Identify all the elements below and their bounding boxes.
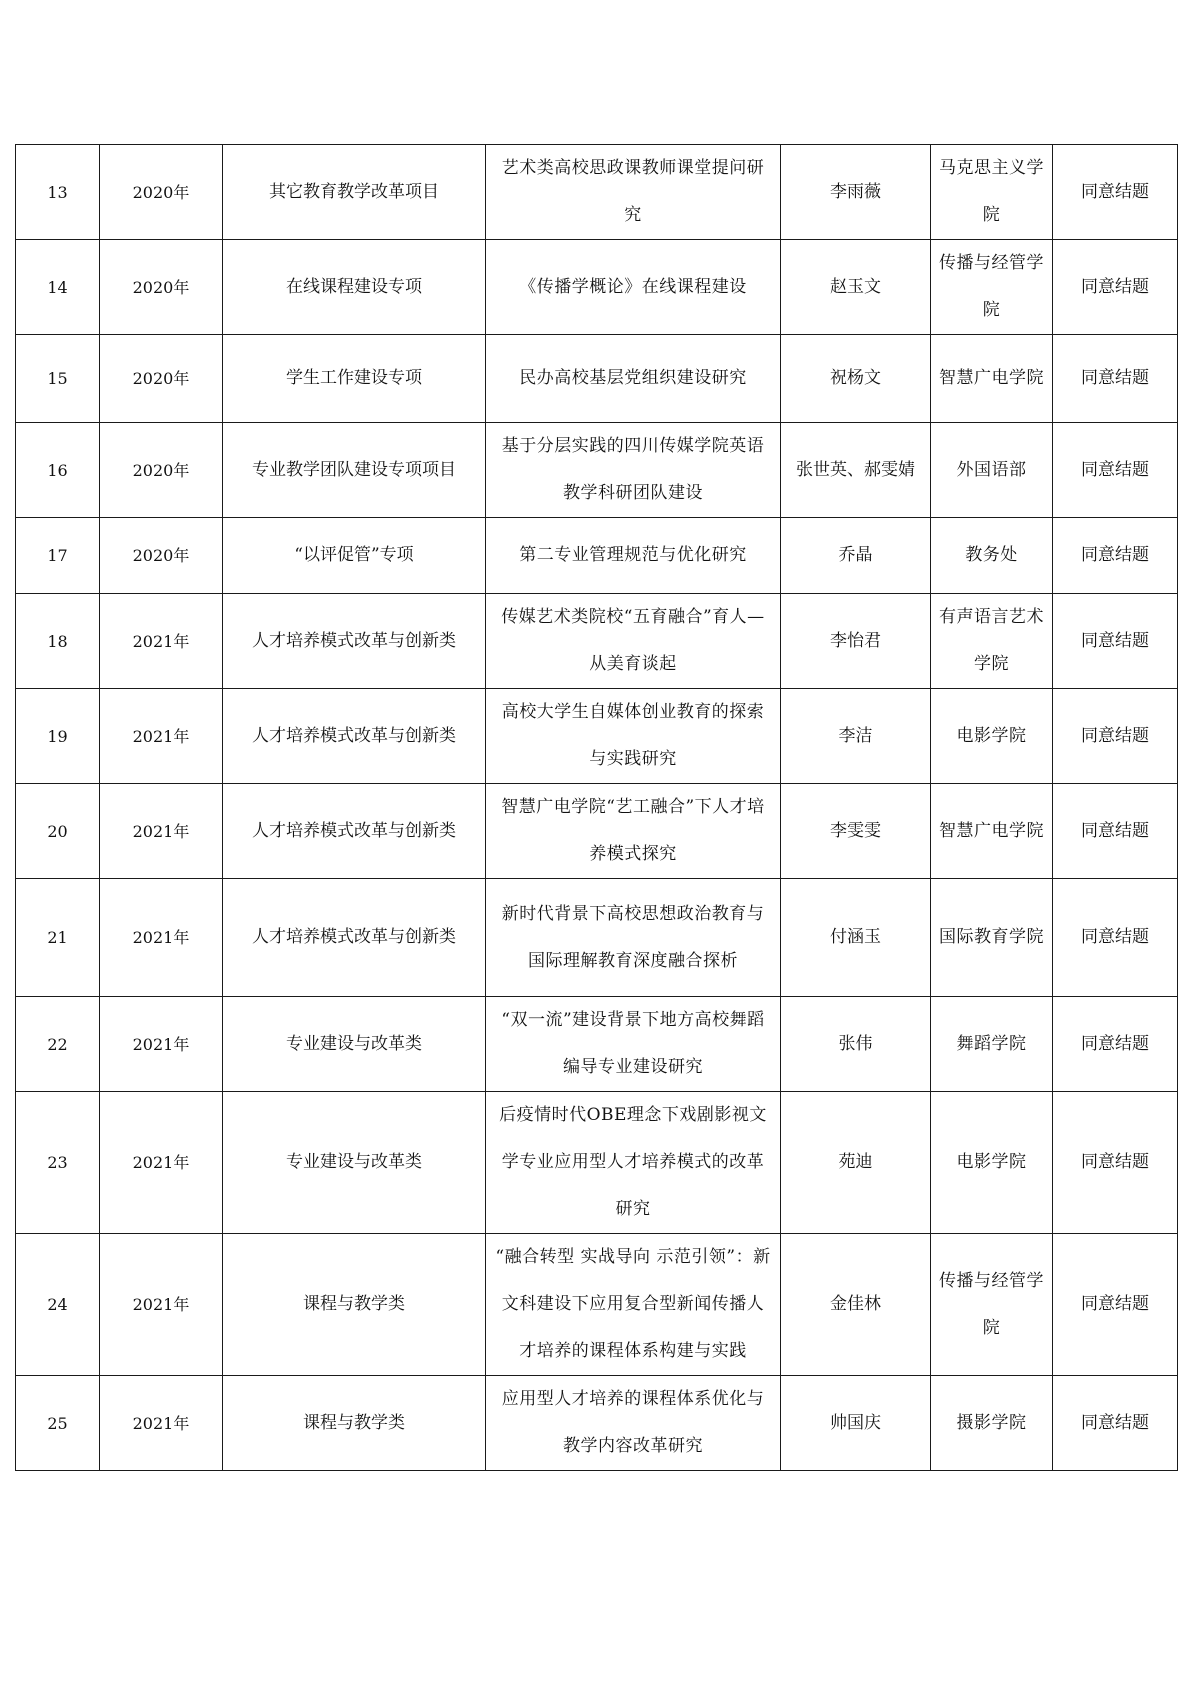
project-year: 2021年	[100, 689, 223, 784]
project-category: 人才培养模式改革与创新类	[223, 594, 486, 689]
project-title: 后疫情时代OBE理念下戏剧影视文学专业应用型人才培养模式的改革研究	[486, 1092, 781, 1234]
project-title: 民办高校基层党组织建设研究	[486, 335, 781, 423]
project-category: 人才培养模式改革与创新类	[223, 879, 486, 997]
project-title: 艺术类高校思政课教师课堂提问研究	[486, 145, 781, 240]
project-unit: 国际教育学院	[931, 879, 1053, 997]
row-number: 21	[16, 879, 100, 997]
row-number: 17	[16, 518, 100, 594]
project-leader: 张世英、郝雯婧	[781, 423, 931, 518]
table-row	[16, 423, 1178, 518]
project-result: 同意结题	[1053, 784, 1178, 879]
table-row	[16, 997, 1178, 1092]
table-row	[16, 1092, 1178, 1234]
project-leader: 苑迪	[781, 1092, 931, 1234]
row-number: 14	[16, 240, 100, 335]
project-result: 同意结题	[1053, 240, 1178, 335]
project-category: 课程与教学类	[223, 1376, 486, 1471]
row-number: 15	[16, 335, 100, 423]
project-leader: 李怡君	[781, 594, 931, 689]
project-leader: 李雯雯	[781, 784, 931, 879]
project-leader: 张伟	[781, 997, 931, 1092]
project-unit: 电影学院	[931, 689, 1053, 784]
project-result: 同意结题	[1053, 423, 1178, 518]
project-result: 同意结题	[1053, 879, 1178, 997]
project-title: 应用型人才培养的课程体系优化与教学内容改革研究	[486, 1376, 781, 1471]
project-result: 同意结题	[1053, 1376, 1178, 1471]
project-category: 人才培养模式改革与创新类	[223, 784, 486, 879]
project-year: 2020年	[100, 423, 223, 518]
project-result: 同意结题	[1053, 997, 1178, 1092]
project-title: 高校大学生自媒体创业教育的探索与实践研究	[486, 689, 781, 784]
project-year: 2020年	[100, 518, 223, 594]
table-row	[16, 1376, 1178, 1471]
table-row	[16, 335, 1178, 423]
project-unit: 教务处	[931, 518, 1053, 594]
project-unit: 有声语言艺术学院	[931, 594, 1053, 689]
project-year: 2021年	[100, 1376, 223, 1471]
project-title: 传媒艺术类院校“五育融合”育人—从美育谈起	[486, 594, 781, 689]
table-row	[16, 240, 1178, 335]
project-result: 同意结题	[1053, 594, 1178, 689]
project-category: 专业教学团队建设专项项目	[223, 423, 486, 518]
project-leader: 帅国庆	[781, 1376, 931, 1471]
project-result: 同意结题	[1053, 1234, 1178, 1376]
project-title: 《传播学概论》在线课程建设	[486, 240, 781, 335]
project-result: 同意结题	[1053, 1092, 1178, 1234]
project-category: 人才培养模式改革与创新类	[223, 689, 486, 784]
project-year: 2020年	[100, 335, 223, 423]
table-row	[16, 879, 1178, 997]
project-year: 2021年	[100, 1092, 223, 1234]
project-leader: 李洁	[781, 689, 931, 784]
project-title: 第二专业管理规范与优化研究	[486, 518, 781, 594]
project-category: 专业建设与改革类	[223, 997, 486, 1092]
project-unit: 外国语部	[931, 423, 1053, 518]
project-category: 专业建设与改革类	[223, 1092, 486, 1234]
table-row	[16, 1234, 1178, 1376]
project-category: 在线课程建设专项	[223, 240, 486, 335]
project-year: 2021年	[100, 594, 223, 689]
project-leader: 乔晶	[781, 518, 931, 594]
row-number: 25	[16, 1376, 100, 1471]
table-row	[16, 784, 1178, 879]
project-unit: 传播与经管学院	[931, 1234, 1053, 1376]
project-unit: 智慧广电学院	[931, 335, 1053, 423]
project-category: “以评促管”专项	[223, 518, 486, 594]
project-unit: 马克思主义学院	[931, 145, 1053, 240]
project-unit: 电影学院	[931, 1092, 1053, 1234]
project-year: 2021年	[100, 879, 223, 997]
project-leader: 付涵玉	[781, 879, 931, 997]
project-title: 新时代背景下高校思想政治教育与国际理解教育深度融合探析	[486, 879, 781, 997]
project-year: 2021年	[100, 1234, 223, 1376]
row-number: 19	[16, 689, 100, 784]
project-table	[15, 144, 1178, 1471]
row-number: 20	[16, 784, 100, 879]
project-result: 同意结题	[1053, 145, 1178, 240]
project-result: 同意结题	[1053, 689, 1178, 784]
row-number: 18	[16, 594, 100, 689]
project-category: 其它教育教学改革项目	[223, 145, 486, 240]
project-category: 学生工作建设专项	[223, 335, 486, 423]
project-unit: 传播与经管学院	[931, 240, 1053, 335]
project-year: 2020年	[100, 240, 223, 335]
row-number: 13	[16, 145, 100, 240]
project-unit: 智慧广电学院	[931, 784, 1053, 879]
project-leader: 李雨薇	[781, 145, 931, 240]
table-row	[16, 689, 1178, 784]
project-leader: 金佳林	[781, 1234, 931, 1376]
row-number: 23	[16, 1092, 100, 1234]
project-unit: 舞蹈学院	[931, 997, 1053, 1092]
row-number: 16	[16, 423, 100, 518]
row-number: 24	[16, 1234, 100, 1376]
project-leader: 赵玉文	[781, 240, 931, 335]
project-year: 2021年	[100, 997, 223, 1092]
project-unit: 摄影学院	[931, 1376, 1053, 1471]
row-number: 22	[16, 997, 100, 1092]
project-year: 2021年	[100, 784, 223, 879]
project-result: 同意结题	[1053, 335, 1178, 423]
table-row	[16, 145, 1178, 240]
table-row	[16, 518, 1178, 594]
project-category: 课程与教学类	[223, 1234, 486, 1376]
table-row	[16, 594, 1178, 689]
project-title: “融合转型 实战导向 示范引领”：新文科建设下应用复合型新闻传播人才培养的课程体系构建与实践	[486, 1234, 781, 1376]
project-title: 智慧广电学院“艺工融合”下人才培养模式探究	[486, 784, 781, 879]
project-leader: 祝杨文	[781, 335, 931, 423]
project-title: “双一流”建设背景下地方高校舞蹈编导专业建设研究	[486, 997, 781, 1092]
project-result: 同意结题	[1053, 518, 1178, 594]
project-year: 2020年	[100, 145, 223, 240]
project-title: 基于分层实践的四川传媒学院英语教学科研团队建设	[486, 423, 781, 518]
